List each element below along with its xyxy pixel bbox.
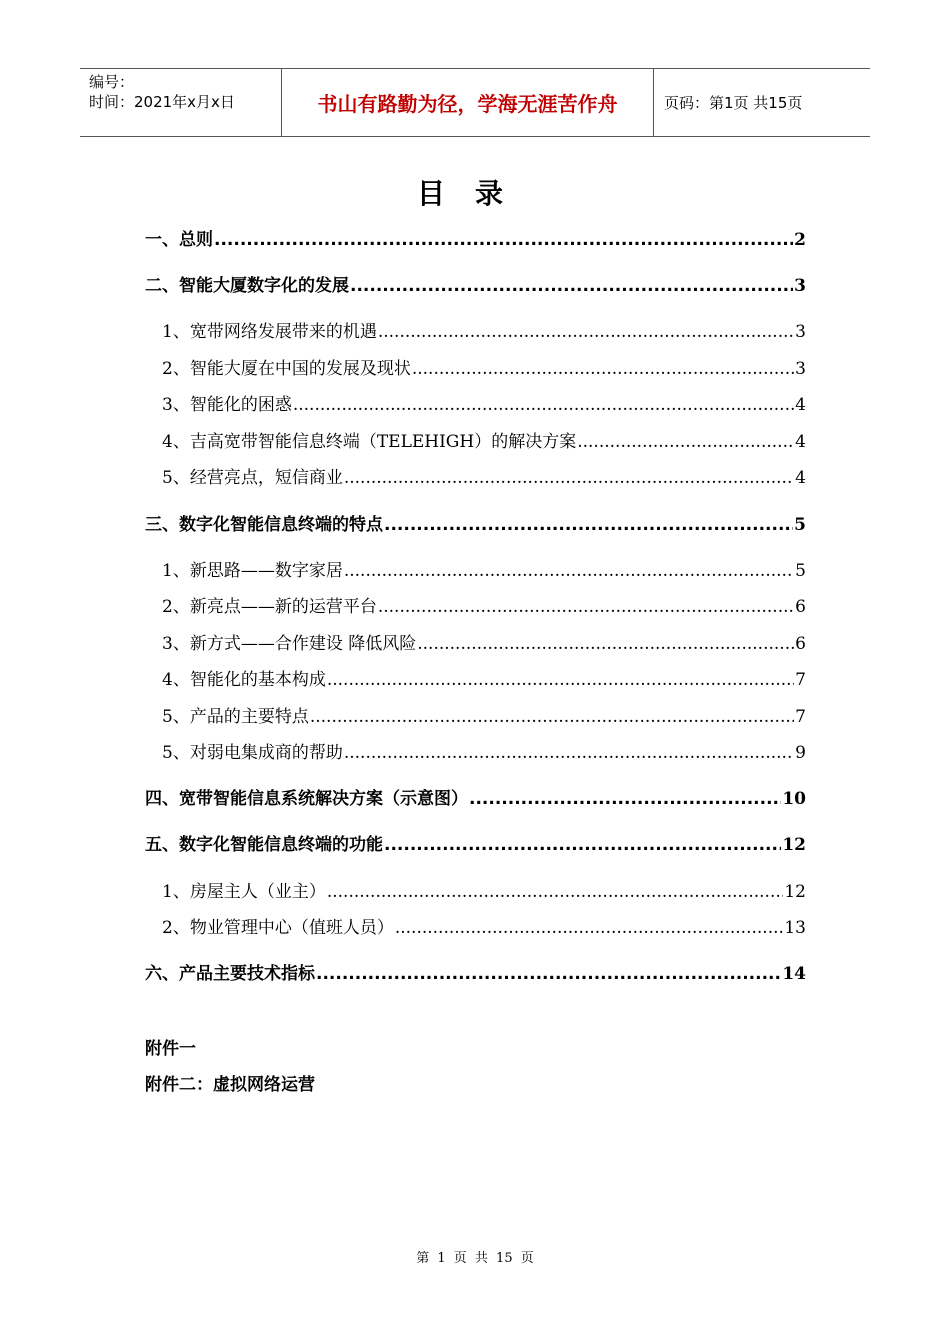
toc-entry[interactable] [162,393,806,417]
appendix-item: 附件一 [145,1039,196,1059]
toc-entry[interactable] [162,705,806,729]
toc-leader-dots [577,430,794,454]
toc-leader-dots [412,357,794,381]
toc-entry[interactable] [145,228,806,252]
toc-entry-label: 3、新方式——合作建设 降低风险 [162,634,417,654]
toc-entry-label: 五、数字化智能信息终端的功能 [145,835,383,855]
toc-entry[interactable] [162,320,806,344]
toc-entry-page: 3 [795,322,806,342]
header-page-info: 页码：第1页 共15页 [664,94,803,112]
toc-entry-page: 4 [795,432,806,452]
toc-entry[interactable] [162,916,806,940]
toc-entry-label: 1、宽带网络发展带来的机遇 [162,322,377,342]
toc-entry-label: 1、新思路——数字家居 [162,561,343,581]
toc-entry[interactable] [162,880,806,904]
toc-entry-page: 12 [784,882,806,902]
toc-entry[interactable] [162,741,806,765]
toc-leader-dots [384,513,793,537]
toc-leader-dots [469,787,781,811]
toc-leader-dots [344,741,794,765]
toc-entry-label: 5、对弱电集成商的帮助 [162,743,343,763]
toc-entry[interactable] [145,962,806,986]
toc-entry-page: 7 [795,670,806,690]
toc-leader-dots [378,320,794,344]
toc-leader-dots [384,833,781,857]
toc-leader-dots [310,705,794,729]
toc-entry-page: 10 [782,789,806,809]
toc-entry-label: 三、数字化智能信息终端的特点 [145,515,383,535]
header-number: 编号： [89,73,135,91]
toc-entry-page: 12 [782,835,806,855]
toc-entry[interactable] [162,357,806,381]
toc-entry[interactable] [162,595,806,619]
toc-entry-label: 2、智能大厦在中国的发展及现状 [162,359,411,379]
toc-entry-label: 3、智能化的困惑 [162,395,292,415]
appendix-item: 附件二：虚拟网络运营 [145,1075,315,1095]
toc-entry[interactable] [162,430,806,454]
toc-entry-page: 6 [795,597,806,617]
toc-entry[interactable] [162,632,806,656]
toc-leader-dots [344,466,794,490]
header-meta [80,69,282,136]
toc-leader-dots [344,559,794,583]
page-header [80,68,870,137]
toc-entry[interactable] [162,668,806,692]
toc-entry-label: 2、新亮点——新的运营平台 [162,597,377,617]
toc-entry-page: 2 [794,230,806,250]
toc-leader-dots [395,916,784,940]
toc-entry-page: 3 [794,276,806,296]
toc-leader-dots [350,274,793,298]
toc-entry-page: 4 [795,395,806,415]
toc-entry-page: 6 [795,634,806,654]
toc-entry-label: 5、经营亮点，短信商业 [162,468,343,488]
toc-title: 目录 [416,177,533,210]
toc-entry-label: 二、智能大厦数字化的发展 [145,276,349,296]
toc-leader-dots [417,632,794,656]
toc-entry[interactable] [145,274,806,298]
toc-entry[interactable] [162,466,806,490]
toc-leader-dots [316,962,781,986]
toc-entry[interactable] [145,833,806,857]
toc-entry-page: 5 [795,561,806,581]
toc-leader-dots [327,880,784,904]
toc-entry-label: 四、宽带智能信息系统解决方案（示意图） [145,789,468,809]
toc-entry-label: 4、吉高宽带智能信息终端（TELEHIGH）的解决方案 [162,432,577,452]
toc-entry-label: 2、物业管理中心（值班人员） [162,918,394,938]
toc-leader-dots [327,668,794,692]
toc-entry-page: 3 [795,359,806,379]
toc-entry-label: 4、智能化的基本构成 [162,670,326,690]
toc-entry-page: 7 [795,707,806,727]
header-motto: 书山有路勤为径，学海无涯苦作舟 [282,69,654,136]
toc-entry-label: 一、总则 [145,230,213,250]
toc-entry-label: 5、产品的主要特点 [162,707,309,727]
toc-entry[interactable] [162,559,806,583]
toc-entry-label: 1、房屋主人（业主） [162,882,326,902]
toc-entry-page: 4 [795,468,806,488]
toc-entry-label: 六、产品主要技术指标 [145,964,315,984]
toc-leader-dots [214,228,793,252]
header-time: 时间：2021年x月x日 [89,93,235,111]
toc-entry-page: 9 [795,743,806,763]
toc-entry[interactable] [145,513,806,537]
toc-leader-dots [293,393,794,417]
toc-entry-page: 14 [782,964,806,984]
toc-entry[interactable] [145,787,806,811]
toc-entry-page: 5 [794,515,806,535]
toc-leader-dots [378,595,794,619]
page-footer: 第 1 页 共 15 页 [416,1251,534,1266]
toc-entry-page: 13 [784,918,806,938]
